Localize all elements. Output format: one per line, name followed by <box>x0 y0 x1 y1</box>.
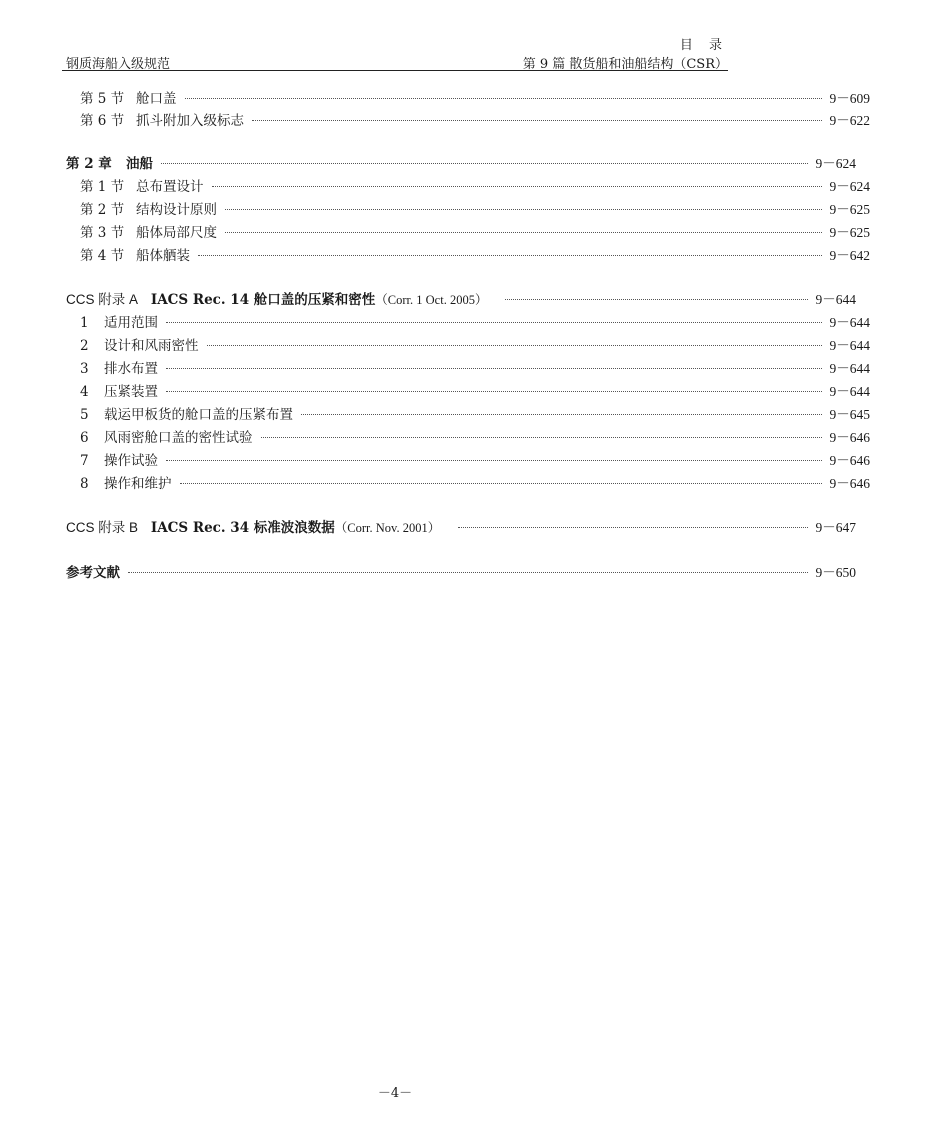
item-number: 6 <box>80 430 89 446</box>
dot-leader <box>198 255 822 256</box>
item-number: 3 <box>80 361 89 377</box>
appendix-code: CCS 附录 B <box>66 520 139 535</box>
section-title: 抓斗附加入级标志 <box>136 113 244 129</box>
dot-leader <box>161 163 808 164</box>
header-part-title: 第 9 篇 散货船和油船结构（CSR） <box>522 57 728 72</box>
chapter-title: 油船 <box>126 156 153 172</box>
toc-entry-oil-section-3[interactable] <box>0 223 932 243</box>
toc-entry-appendix-a-item-3[interactable] <box>0 359 932 379</box>
section-number: 第 1 节 <box>80 179 125 195</box>
page-number: 9－645 <box>829 407 870 422</box>
toc-entry-oil-section-2[interactable] <box>0 200 932 220</box>
page-number: 9－622 <box>829 113 870 128</box>
item-number: 7 <box>80 453 89 469</box>
section-number: 第 6 节 <box>80 113 125 129</box>
dot-leader <box>252 120 822 121</box>
page-number: 9－625 <box>829 202 870 217</box>
page-number: 9－646 <box>829 430 870 445</box>
item-number: 1 <box>80 315 89 331</box>
page-number: 9－647 <box>815 520 856 535</box>
page-number: 9－644 <box>829 361 870 376</box>
appendix-correction: （Corr. Nov. 2001） <box>334 521 441 535</box>
page-number: 9－642 <box>829 248 870 263</box>
appendix-correction: （Corr. 1 Oct. 2005） <box>375 293 488 307</box>
header-divider <box>62 70 728 71</box>
toc-entry-oil-section-4[interactable] <box>0 246 932 266</box>
page-number: 9－625 <box>829 225 870 240</box>
dot-leader <box>225 232 822 233</box>
toc-entry-appendix-a-item-7[interactable] <box>0 451 932 471</box>
dot-leader <box>225 209 822 210</box>
section-number: 第 4 节 <box>80 248 125 264</box>
page-number: 9－644 <box>829 315 870 330</box>
item-title: 载运甲板货的舱口盖的压紧布置 <box>104 407 293 423</box>
toc-entry-appendix-a-item-5[interactable] <box>0 405 932 425</box>
page-number: 9－644 <box>829 384 870 399</box>
dot-leader <box>261 437 822 438</box>
dot-leader <box>212 186 822 187</box>
section-title: 船体局部尺度 <box>136 225 217 241</box>
dot-leader <box>207 345 822 346</box>
toc-entry-appendix-a-item-1[interactable] <box>0 313 932 333</box>
item-title: 适用范围 <box>104 315 158 331</box>
item-title: 操作和维护 <box>104 476 172 492</box>
dot-leader <box>185 98 822 99</box>
page-number: 9－644 <box>829 338 870 353</box>
item-number: 5 <box>80 407 89 423</box>
appendix-title: IACS Rec. 34 标准波浪数据 <box>150 520 335 536</box>
item-number: 2 <box>80 338 89 354</box>
toc-entry-oil-section-1[interactable] <box>0 177 932 197</box>
toc-entry-appendix-a-item-8[interactable] <box>0 474 932 494</box>
header-book-title: 钢质海船入级规范 <box>66 57 171 72</box>
dot-leader <box>458 527 807 528</box>
toc-entry-appendix-b[interactable] <box>0 518 918 538</box>
toc-entry-section-6[interactable] <box>0 111 932 131</box>
toc-entry-section-5[interactable] <box>0 89 932 109</box>
section-title: 总布置设计 <box>136 179 204 195</box>
section-title: 船体舾装 <box>136 248 190 264</box>
toc-entry-appendix-a[interactable] <box>0 290 918 310</box>
toc-entry-chapter-2[interactable] <box>0 154 918 174</box>
page-number: 9－624 <box>829 179 870 194</box>
item-title: 风雨密舱口盖的密性试验 <box>104 430 253 446</box>
dot-leader <box>128 572 808 573</box>
item-title: 排水布置 <box>104 361 158 377</box>
item-title: 压紧装置 <box>104 384 158 400</box>
header-section-title: 目 录 <box>679 38 728 53</box>
section-title: 舱口盖 <box>136 91 177 107</box>
dot-leader <box>180 483 822 484</box>
page-number: 9－646 <box>829 453 870 468</box>
dot-leader <box>166 368 822 369</box>
toc-entry-appendix-a-item-2[interactable] <box>0 336 932 356</box>
references-title: 参考文献 <box>66 565 120 581</box>
item-number: 8 <box>80 476 89 492</box>
item-title: 设计和风雨密性 <box>104 338 199 354</box>
appendix-title: IACS Rec. 14 舱口盖的压紧和密性 <box>150 292 376 308</box>
dot-leader <box>166 322 822 323</box>
appendix-code: CCS 附录 A <box>66 292 139 307</box>
dot-leader <box>301 414 822 415</box>
toc-entry-appendix-a-item-6[interactable] <box>0 428 932 448</box>
section-number: 第 5 节 <box>80 91 125 107</box>
page-number: 9－624 <box>815 156 856 171</box>
page-number: 9－646 <box>829 476 870 491</box>
section-number: 第 2 节 <box>80 202 125 218</box>
dot-leader <box>505 299 807 300</box>
dot-leader <box>166 391 822 392</box>
page-number: 9－650 <box>815 565 856 580</box>
toc-entry-references[interactable] <box>0 563 918 583</box>
section-title: 结构设计原则 <box>136 202 217 218</box>
dot-leader <box>166 460 822 461</box>
page-number: 9－644 <box>815 292 856 307</box>
page-number: 9－609 <box>829 91 870 106</box>
page-footer-number: －4－ <box>377 1086 413 1101</box>
toc-entry-appendix-a-item-4[interactable] <box>0 382 932 402</box>
chapter-number: 第 2 章 <box>66 156 112 172</box>
item-title: 操作试验 <box>104 453 158 469</box>
section-number: 第 3 节 <box>80 225 125 241</box>
item-number: 4 <box>80 384 89 400</box>
